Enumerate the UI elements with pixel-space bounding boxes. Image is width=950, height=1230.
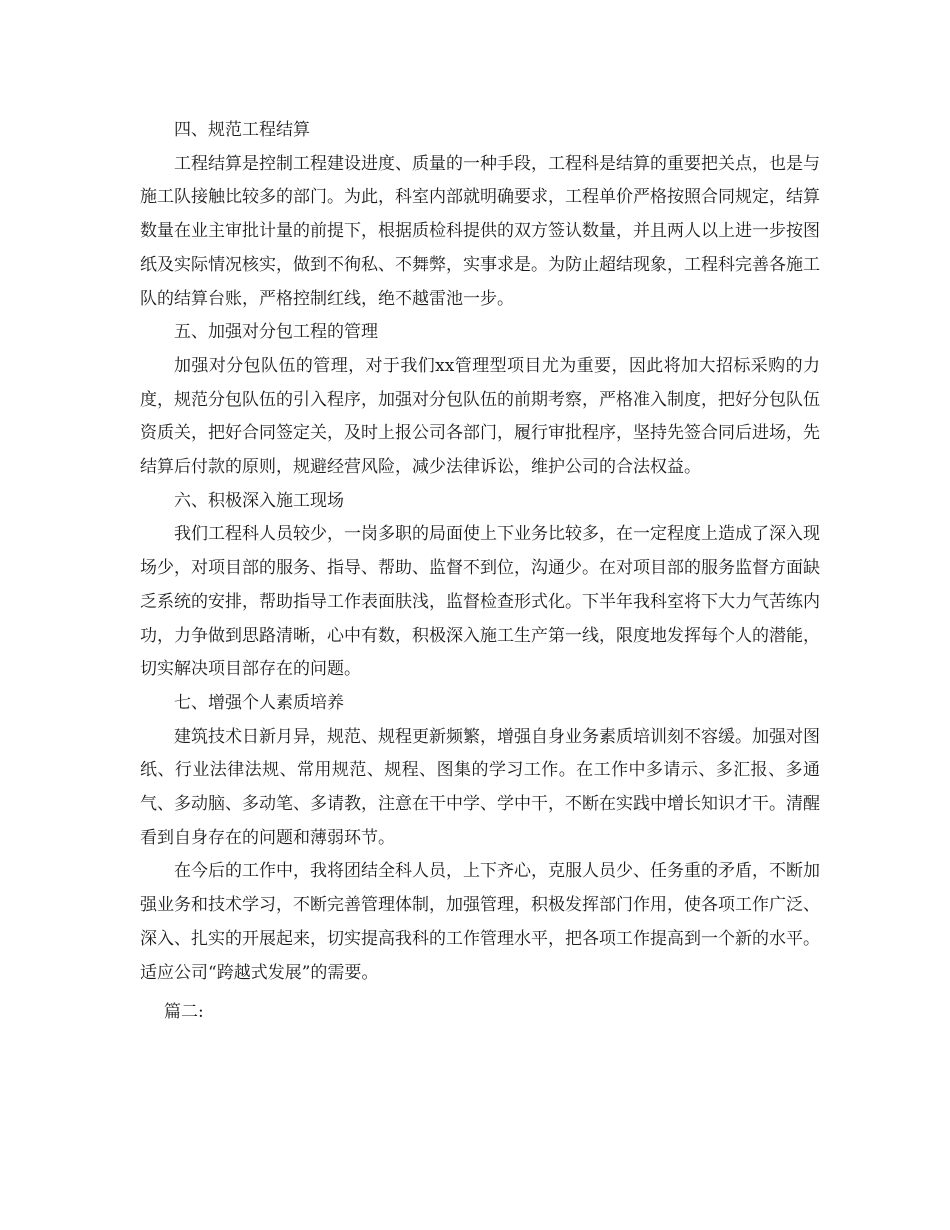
section-heading-7: 七、增强个人素质培养: [174, 692, 344, 713]
section-4-paragraph-1: 工程结算是控制工程建设进度、质量的一种手段，工程科是结算的重要把关点，也是与施工队接触比较多的部门。为此，科室内部就明确要求，工程单价严格按照合同规定，结算数量在业主审批计量的前提下，根据质检科提供的双方签认数量，并且两人以上进一步按图纸及实际情况核实，做到不徇私、不舞弊，实事求是。为防止超结现象，工程科完善各施工队的结算台账，严格控制红线，绝不越雷池一步。: [140, 153, 820, 309]
section-7-paragraph-2: 在今后的工作中，我将团结全科人员，上下齐心，克服人员少、任务重的矛盾，不断加强业务和技术学习，不断完善管理体制，加强管理，积极发挥部门作用，使各项工作广泛、深入、扎实的开展起来，切实提高我科的工作管理水平，把各项工作提高到一个新的水平。适应公司“跨越式发展”的需要。: [140, 861, 820, 983]
section-heading-6: 六、积极深入施工现场: [174, 490, 344, 511]
section-6-paragraph-1: 我们工程科人员较少，一岗多职的局面使上下业务比较多，在一定程度上造成了深入现场少，对项目部的服务、指导、帮助、监督不到位，沟通少。在对项目部的服务监督方面缺乏系统的安排，帮助指导工作表面肤浅，监督检查形式化。下半年我科室将下大力气苦练内功，力争做到思路清晰，心中有数，积极深入施工生产第一线，限度地发挥每个人的潜能，切实解决项目部存在的问题。: [140, 524, 820, 680]
part-two-label: 篇二:: [164, 1002, 204, 1023]
section-heading-5: 五、加强对分包工程的管理: [174, 322, 378, 343]
section-heading-4: 四、规范工程结算: [174, 120, 310, 140]
section-7-paragraph-1: 建筑技术日新月异，规范、规程更新频繁，增强自身业务素质培训刻不容缓。加强对图纸、行业法律法规、常用规范、规程、图集的学习工作。在工作中多请示、多汇报、多通气、多动脑、多动笔、多请教，注意在干中学、学中干，不断在实践中增长知识才干。清醒看到自身存在的问题和薄弱环节。: [140, 726, 820, 848]
section-5-paragraph-1: 加强对分包队伍的管理，对于我们xx管理型项目尤为重要，因此将加大招标采购的力度，规范分包队伍的引入程序，加强对分包队伍的前期考察，严格准入制度，把好分包队伍资质关，把好合同签定关，及时上报公司各部门，履行审批程序，坚持先签合同后进场，先结算后付款的原则，规避经营风险，减少法律诉讼，维护公司的合法权益。: [140, 355, 820, 478]
document-body: [140, 114, 820, 1030]
